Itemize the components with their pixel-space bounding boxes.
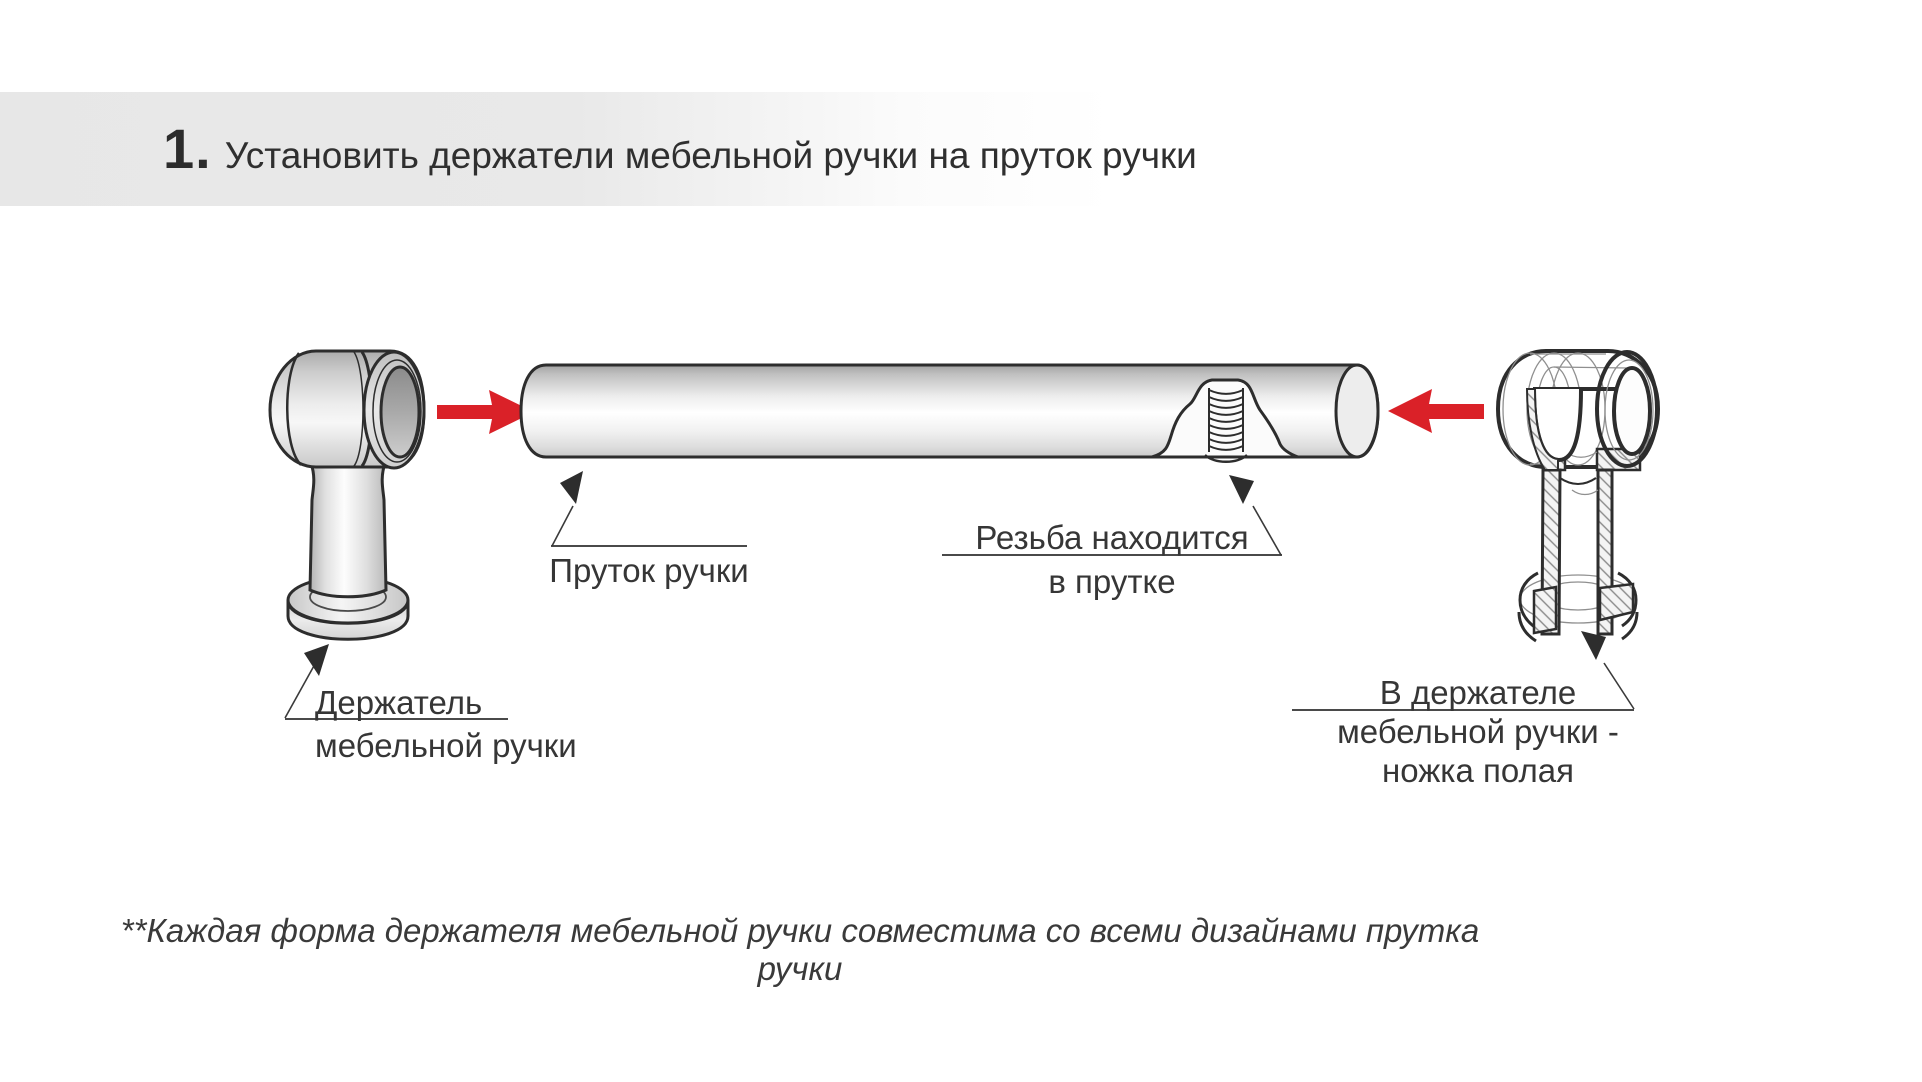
step-number: 1. bbox=[163, 117, 212, 180]
rod-end-cap bbox=[1336, 365, 1378, 457]
callout-hollow-leg bbox=[1313, 673, 1643, 790]
callout-thread bbox=[942, 516, 1282, 604]
callout-holder bbox=[315, 681, 577, 767]
holder-stem bbox=[310, 463, 386, 597]
right-holder-illustration bbox=[1498, 351, 1658, 641]
cutaway-hole bbox=[1614, 368, 1650, 454]
callout-hollow-line1: В держателе bbox=[1379, 674, 1577, 711]
cutaway-hollow-arc2 bbox=[1572, 490, 1598, 495]
holder-leader-line bbox=[285, 664, 315, 718]
rod-leader-line bbox=[552, 506, 573, 546]
callout-thread-line1: Резьба находится bbox=[975, 519, 1249, 556]
cutaway-base-face-left bbox=[1534, 587, 1556, 633]
callout-holder-line2: мебельной ручки bbox=[315, 727, 577, 764]
callout-rod bbox=[546, 552, 752, 590]
header-band bbox=[0, 92, 1922, 206]
holder-leader-arrowhead bbox=[304, 644, 329, 676]
rod-illustration bbox=[521, 365, 1378, 462]
callout-thread-line2: в прутке bbox=[1048, 563, 1176, 600]
footnote: **Каждая форма держателя мебельной ручки совместима со всеми дизайнами прутка ручки bbox=[120, 912, 1480, 987]
step-title: Установить держатели мебельной ручки на пруток ручки bbox=[224, 135, 1197, 176]
rod-leader-arrowhead bbox=[560, 471, 583, 504]
callout-hollow-line2: мебельной ручки - bbox=[1337, 713, 1619, 750]
holder-hole bbox=[381, 367, 419, 457]
callout-rod-line1: Пруток ручки bbox=[549, 552, 749, 589]
callout-holder-line1: Держатель bbox=[315, 684, 483, 721]
cutaway-base-face-right bbox=[1600, 584, 1633, 620]
cutaway-hollow-arc1 bbox=[1560, 478, 1596, 484]
red-arrow-left-icon bbox=[1388, 389, 1484, 433]
thread-leader-arrowhead bbox=[1229, 475, 1254, 504]
callout-hollow-line3: ножка полая bbox=[1382, 752, 1574, 789]
left-holder-illustration bbox=[270, 351, 424, 639]
red-arrow-right-icon bbox=[437, 390, 534, 434]
